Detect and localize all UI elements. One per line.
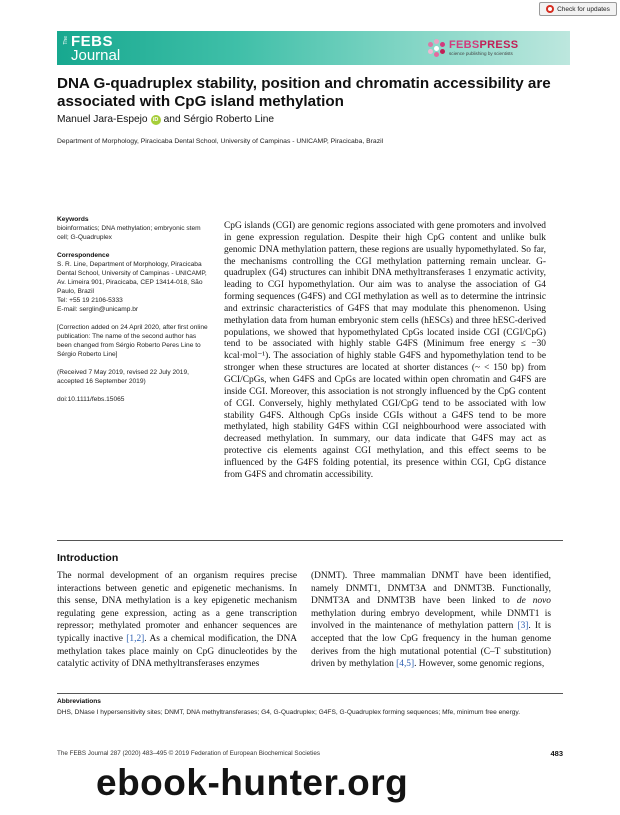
footer-citation: The FEBS Journal 287 (2020) 483–495 © 2019 Federation of European Biochemical Societies (57, 750, 320, 757)
author-join[interactable]: and Sérgio Roberto Line (163, 114, 275, 125)
correspondence-heading: Correspondence (57, 252, 110, 259)
author-line (57, 114, 274, 125)
intro-left-text-2: . As a chemical modification, the DNA methylation takes place mainly on CpG dinucleotides by the catalytic activity of DNA methyltransferases enzymes (57, 633, 297, 670)
intro-left-text-1: The normal development of an organism requires precise interactions between genetic and epigenetic mechanisms. In this sense, DNA methylation is a key epigenetic mechanism regulating gene expression, acting as a gene transcription repressor; methylated promoter and enhancer sequences are typically inactive (57, 571, 297, 644)
check-for-updates-label: Check for updates (557, 5, 610, 13)
received-dates: (Received 7 May 2019, revised 22 July 2019, accepted 16 September 2019) (57, 369, 189, 385)
citation-link[interactable]: [3] (517, 621, 529, 632)
febs-press-logo (428, 37, 538, 59)
correction-note: [Correction added on 24 April 2020, after first online publication: The name of the second author has been changed from Sérgio Roberto Peres Line to Sérgio Roberto Line] (57, 324, 208, 358)
intro-right-text-4: . However, some genomic regions, (414, 659, 545, 670)
abstract-text: CpG islands (CGI) are genomic regions associated with gene promoters and involved in gene expression regulation. Despite their high CpG content and unlike bulk genomic DNA methylation pattern, these regions are usually hypomethylated. So far, the mechanisms controlling the CGI methylation patterning remain unclear. G-quadruplex (G4) structures can inhibit DNA methyltransferases 1 enzymatic activity, leading to CGI hypomethylation. Our aim was to analyse the association of G4 forming sequences (G4FS) and CGI methylation as well as to determine the intrinsic and extrinsic characteristics of G4FS that may modulate this phenomenon. Using methylation data from human embryonic stem cells (hESCs) and three hESC-derived populations, we showed that hypomethylated CpGs located inside CGI (CGI/CpG) tend to be associated with highly stable G4FS (Minimum free energy ≤ −30 kcal·mol⁻¹). The association of highly stable G4FS and hypomethylation tend to be stronger when these structures are located at shorter distances (~ < 150 bp) from GCI/CpGs, when G4FS and CpGs are located within open chromatin and G4FS are inside CGI. Moreover, this association is not strongly influenced by the CpG content of CGI. Conversely, highly methylated CGI/CpG tend to be associated with low stability G4FS. Although CpGs inside CGIs without a G4FS tend to be more methylated, high stability G4FS within CGI neighbourhood were associated with decreased methylation. In summary, our data indicate that G4FS may act as protective cis elements against CGI methylation, and this effect seems to be influenced by the G4FS folding potential, its presence within CGI, CpG distance from G4FS and chromatin accessibility. (224, 221, 546, 480)
introduction-heading: Introduction (57, 552, 119, 564)
press-tagline: science publishing by scientists (449, 51, 513, 56)
press-name-febs: FEBS (449, 39, 480, 51)
logo-journal: Journal (71, 47, 121, 64)
correspondence-text: S. R. Line, Department of Morphology, Piracicaba Dental School, University of Campinas - UNICAMP, Av. Limeira 901, Piracicaba, CEP 13414-018, São Paulo, Brazil (57, 261, 207, 295)
affiliation: Department of Morphology, Piracicaba Dental School, University of Campinas - UNICAMP, Piracicaba, Brazil (57, 138, 384, 145)
journal-banner (57, 31, 570, 65)
abbreviations-text: DHS, DNase I hypersensitivity sites; DNMT, DNA methyltransferases; G4, G-Quadruplex; G4FS, G-Quadruplex forming sequences; Mfe, minimum free energy. (57, 709, 521, 716)
introduction-right-column (311, 570, 551, 671)
logo-the: The (63, 36, 69, 45)
orcid-icon[interactable]: iD (151, 115, 161, 125)
citation-link[interactable]: [1,2] (126, 633, 145, 644)
page-number: 483 (550, 749, 563, 758)
correspondence-tel: Tel: +55 19 2106-5333 (57, 297, 123, 304)
intro-right-text-1: (DNMT). Three mammalian DNMT have been identified, namely DNMT1, DNMT3A and DNMT3B. Functionally, DNMT3A and DNMT3B have been linked to (311, 571, 551, 607)
febs-press-dots-icon (428, 39, 446, 57)
correspondence-email[interactable]: E-mail: serglin@unicamp.br (57, 306, 139, 313)
article-title: DNA G-quadruplex stability, position and chromatin accessibility are associated with CpG island methylation (57, 75, 551, 110)
intro-right-text-2: methylation during embryo development, while DNMT1 is involved in the maintenance of methylation pattern (311, 608, 551, 632)
press-name-press: PRESS (479, 39, 519, 51)
intro-right-emphasis: de novo (516, 596, 551, 607)
abbreviations-heading: Abbreviations (57, 698, 101, 705)
logo-febs: FEBS (71, 33, 114, 50)
abbreviations-divider (57, 693, 563, 694)
citation-link[interactable]: [4,5] (396, 659, 415, 670)
press-name (449, 39, 518, 51)
keywords-text: bioinformatics; DNA methylation; embryonic stem cell; G-Quadruplex (57, 225, 201, 241)
check-for-updates-button[interactable] (539, 2, 617, 16)
section-divider (57, 540, 563, 541)
crossmark-icon (546, 5, 554, 13)
doi-text[interactable]: doi:10.1111/febs.15065 (57, 396, 125, 403)
author-1[interactable]: Manuel Jara-Espejo (57, 114, 148, 125)
article-sidebar (57, 215, 209, 404)
watermark: ebook-hunter.org (96, 762, 409, 803)
intro-right-text-3: . It is accepted that the low CpG frequency in the human genome derives from the high mutational potential (C–T substitution) driven by methylation (311, 621, 551, 670)
introduction-left-column (57, 570, 297, 671)
keywords-heading: Keywords (57, 216, 89, 223)
